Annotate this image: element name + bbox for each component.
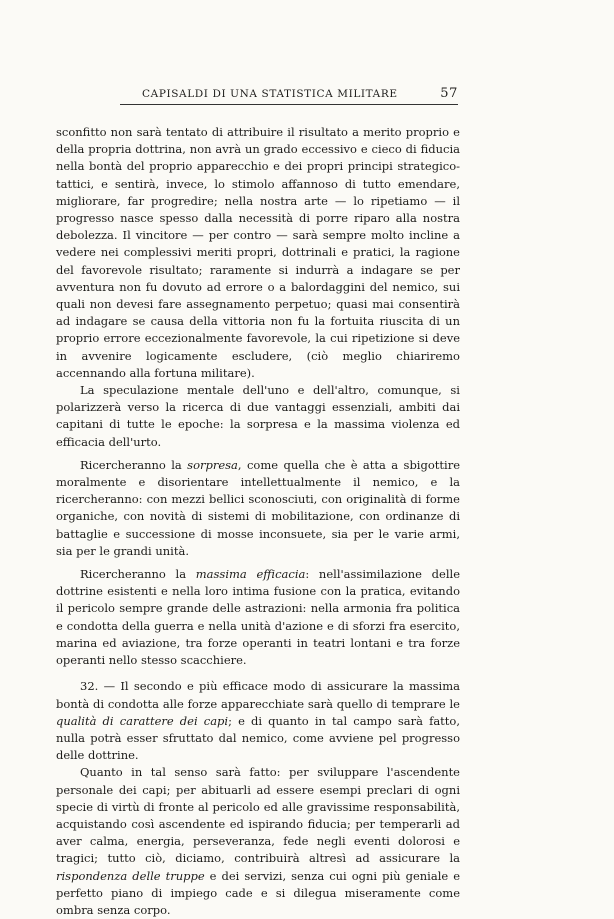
section-32-paragraph: 32. — Il secondo e più efficace modo di assicurare la massima bontà di condotta alle forze apparecchiate sarà quello di temprare le qualità di carattere dei capi; e di quanto in tal campo sarà fatto, nulla potrà esser sfruttato dal nemico, come avviene pel progresso delle dottrine.	[56, 679, 461, 763]
paragraph: Ricercheranno la massima efficacia: nell'assimilazione delle dottrine esistenti e nella loro intima fusione con la pratica, evitando il pericolo sempre grande delle astrazioni: nella armonia fra politica e condotta della guerra e nella unità d'azione e di sforzi fra esercito, marina ed aviazione, tra forze operanti in teatri lontani e tra forze operanti nello stesso scacchiere.	[56, 567, 461, 668]
page-number: 57	[440, 86, 458, 101]
paragraph: Quanto in tal senso sarà fatto: per sviluppare l'ascendente personale dei capi; per abituarli ad essere esempi preclari di ogni specie di virtù di fronte al pericolo ed alle gravissime responsabilità, acquistando così ascendente ed ispirando fiducia; per temperarli ad aver calma, energia, perseveranza, fede negli eventi dolorosi e tragici; tutto ciò, diciamo, contribuirà altresì ad assicurare la rispondenza delle truppe e dei servizi, senza cui ogni più geniale e perfetto piano di impiego cade e si dilegua miseramente come ombra senza corpo.	[56, 765, 460, 917]
running-head-title: CAPISALDI DI UNA STATISTICA MILITARE	[142, 88, 398, 100]
running-head	[120, 88, 458, 105]
body-text	[56, 124, 460, 919]
paragraph: sconfitto non sarà tentato di attribuire il risultato a merito proprio e della propria dottrina, non avrà un grado eccessivo e cieco di fiducia nella bontà del proprio apparecchio e dei propri principi strategico-tattici, e sentirà, invece, lo stimolo affannoso di tutto emendare, migliorare, far progredire; nella nostra arte — lo ripetiamo — il progresso nasce spesso dalla necessità di porre riparo alla nostra debolezza. Il vincitore — per contro — sarà sempre molto incline a vedere nei complessivi meriti propri, dottrinali e pratici, la ragione del favorevole risultato; raramente si indurrà a indagare se per avventura non fu dovuto ad errore o a balordaggini del nemico, sui quali non devesi fare assegnamento perpetuo; quasi mai consentirà ad indagare se causa della vittoria non fu la fortuita riuscita di un proprio errore eccezionalmente favorevole, la cui ripetizione si deve in avvenire logicamente escludere, (ciò meglio chiariremo accennando alla fortuna militare).	[56, 125, 460, 380]
paragraph: Ricercheranno la sorpresa, come quella che è atta a sbigottire moralmente e disorientare intellettualmente il nemico, e la ricercheranno: con mezzi bellici sconosciuti, con originalità di forme organiche, con novità di sistemi di mobilitazione, con ordinanze di battaglie e successione di mosse inconsuete, sia per le varie armi, sia per le grandi unità.	[56, 457, 460, 558]
paragraph: La speculazione mentale dell'uno e dell'altro, comunque, si polarizzerà verso la ricerca di due vantaggi essenziali, ambiti dai capitani di tutte le epoche: la sorpresa e la massima violenza ed efficacia dell'urto.	[56, 383, 460, 449]
